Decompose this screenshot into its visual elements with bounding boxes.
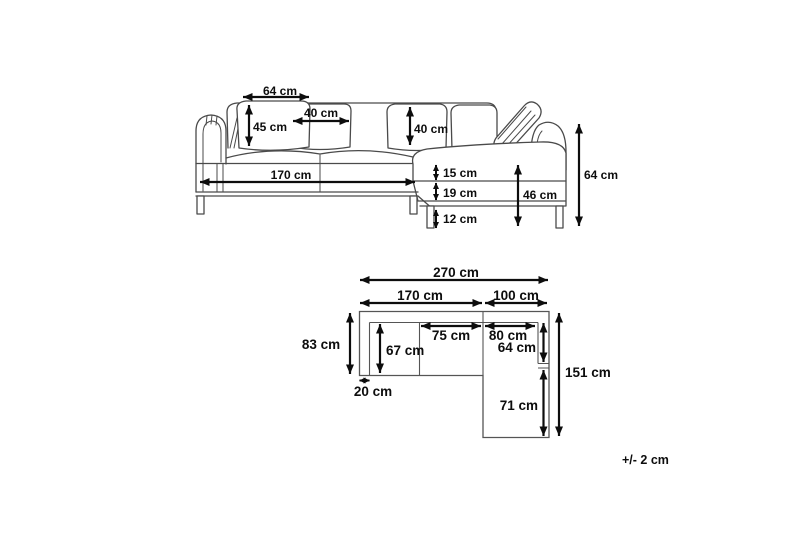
- dim-label: 151 cm: [565, 365, 611, 380]
- dim-label: 75 cm: [431, 328, 471, 343]
- dim-label: 83 cm: [301, 337, 341, 352]
- dim-label: 20 cm: [353, 384, 393, 399]
- dim-base-height: [436, 183, 477, 200]
- dim-total-depth: [559, 313, 611, 436]
- dim-label: 40 cm: [303, 106, 339, 120]
- dim-label: 45 cm: [253, 120, 288, 134]
- sofa-side-view-illustration: [196, 101, 566, 228]
- dim-label: 67 cm: [386, 343, 425, 358]
- dim-label: 64 cm: [262, 84, 298, 98]
- tolerance-note: +/- 2 cm: [622, 453, 669, 467]
- dim-label: 15 cm: [443, 166, 478, 180]
- sofa-leg-mid: [410, 196, 417, 214]
- dim-seat-cushion-thickness: [436, 165, 477, 180]
- dim-left-depth: [302, 313, 350, 374]
- dim-leg-height: [436, 210, 477, 228]
- dim-label: 64 cm: [584, 168, 619, 182]
- sofa-leg-left: [197, 196, 204, 214]
- dim-back-cushion-width: [243, 84, 309, 98]
- dim-seat-length: [200, 168, 415, 182]
- dim-total-width: [360, 265, 548, 280]
- dim-label: 71 cm: [499, 398, 538, 413]
- floor-plan-dimensions: [302, 265, 611, 436]
- dim-armrest-width: [354, 381, 392, 400]
- base-bottom: [196, 192, 430, 207]
- dim-label: 270 cm: [433, 265, 479, 280]
- chaise-leg-left: [427, 206, 434, 228]
- chaise-leg-right: [556, 206, 563, 228]
- dim-seat-depth: [380, 324, 424, 373]
- dim-label: 170 cm: [270, 168, 312, 182]
- dim-label: 12 cm: [443, 212, 478, 226]
- dim-label: 46 cm: [523, 188, 558, 202]
- dim-right-section-width: [485, 288, 547, 303]
- dim-left-seat-width: [421, 326, 481, 343]
- dim-label: 100 cm: [493, 288, 539, 303]
- dim-label: 80 cm: [488, 328, 528, 343]
- dim-left-section-width: [360, 288, 482, 303]
- dim-label: 40 cm: [414, 122, 449, 136]
- sofa-left-arm-contour: [203, 121, 221, 191]
- dim-label: 64 cm: [497, 340, 536, 355]
- dim-label: 170 cm: [397, 288, 443, 303]
- dim-label: 19 cm: [443, 186, 478, 200]
- dim-total-height: [579, 124, 618, 226]
- dim-chaise-extension: [500, 370, 544, 436]
